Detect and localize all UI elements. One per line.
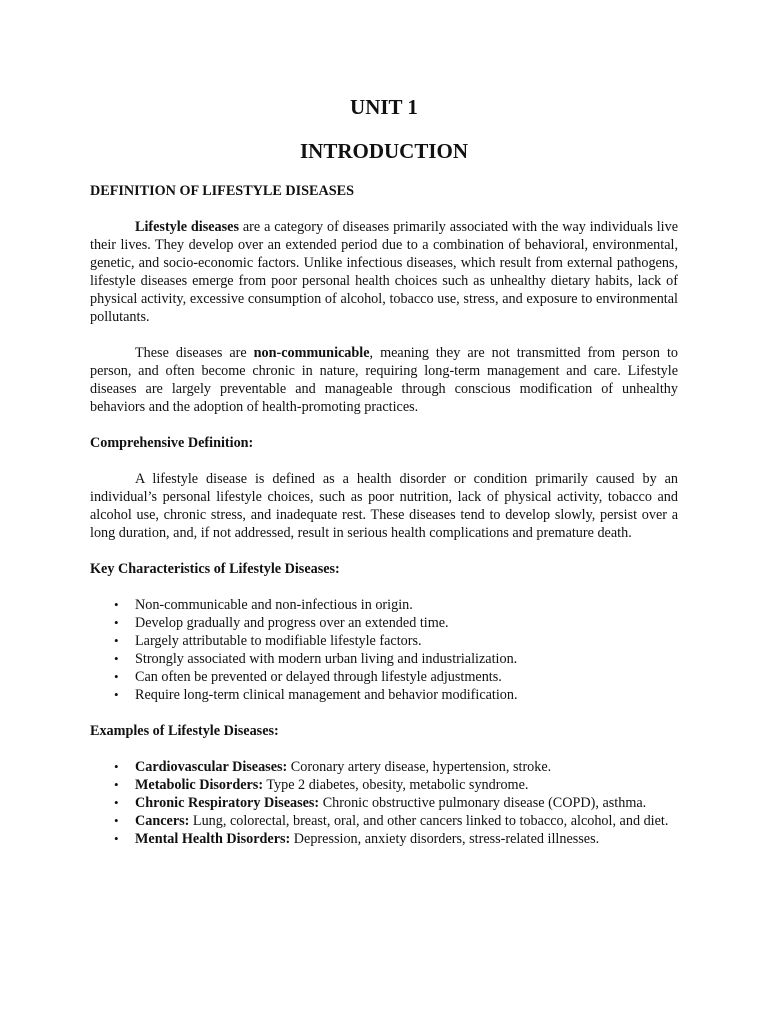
paragraph-non-communicable <box>90 344 678 416</box>
paragraph-text-before: These diseases are <box>135 345 254 361</box>
list-item <box>90 758 678 776</box>
bullet-icon: • <box>114 831 119 846</box>
list-item-text: Chronic obstructive pulmonary disease (COPD), asthma. <box>319 795 647 811</box>
list-item-label: Metabolic Disorders: <box>135 777 264 793</box>
bullet-icon: • <box>114 597 119 612</box>
bullet-icon: • <box>114 615 119 630</box>
comprehensive-definition-heading: Comprehensive Definition: <box>90 435 254 451</box>
list-item <box>90 614 678 632</box>
list-item-text: Develop gradually and progress over an extended time. <box>135 615 449 631</box>
unit-title: UNIT 1 <box>350 95 418 119</box>
introduction-title: INTRODUCTION <box>299 139 469 163</box>
list-item-label: Mental Health Disorders: <box>135 831 291 847</box>
bullet-icon: • <box>114 795 119 810</box>
list-item-text: Strongly associated with modern urban living and industrialization. <box>135 651 518 667</box>
list-item-text: Require long-term clinical management and behavior modification. <box>135 687 518 703</box>
characteristics-list <box>90 596 678 704</box>
list-item <box>90 632 678 650</box>
bullet-icon: • <box>114 813 119 828</box>
paragraph-lifestyle-diseases <box>90 218 678 326</box>
list-item-text: Lung, colorectal, breast, oral, and other cancers linked to tobacco, alcohol, and diet. <box>189 813 669 829</box>
definition-heading: DEFINITION OF LIFESTYLE DISEASES <box>90 183 354 199</box>
bullet-icon: • <box>114 669 119 684</box>
list-item <box>90 812 678 830</box>
paragraph-bold-term: non-communicable <box>253 345 370 361</box>
bullet-icon: • <box>114 633 119 648</box>
paragraph-text: are a category of diseases primarily associated with the way individuals live their lives. They develop over an extended period due to a combination of behavioral, environmental, genetic, and socio-economic factors. Unlike infectious diseases, which result from external pathogens, lifestyle diseases emerge from poor personal health choices such as unhealthy dietary habits, lack of physical activity, excessive consumption of alcohol, tobacco use, stress, and exposure to environmental pollutants. <box>90 219 678 325</box>
characteristics-heading: Key Characteristics of Lifestyle Diseases: <box>90 561 340 577</box>
list-item <box>90 668 678 686</box>
list-item-text: Largely attributable to modifiable lifestyle factors. <box>135 633 422 649</box>
bullet-icon: • <box>114 777 119 792</box>
paragraph-text-after: , meaning they are not transmitted from person to person, and often become chronic in nature, requiring long-term management and care. Lifestyle diseases are largely preventable and manageable through conscious modification of unhealthy behaviors and the adoption of health-promoting practices. <box>90 345 678 415</box>
list-item <box>90 776 678 794</box>
paragraph-bold-term: Lifestyle diseases <box>135 219 239 235</box>
list-item-text: Depression, anxiety disorders, stress-related illnesses. <box>290 831 600 847</box>
list-item-text: Coronary artery disease, hypertension, stroke. <box>287 759 552 775</box>
list-item-label: Cardiovascular Diseases: <box>135 759 288 775</box>
paragraph-comprehensive-definition: A lifestyle disease is defined as a health disorder or condition primarily caused by an individual’s personal lifestyle choices, such as poor nutrition, lack of physical activity, tobacco and alcohol use, chronic stress, and inadequate rest. These diseases tend to develop slowly, persist over a long duration, and, if not addressed, result in serious health complications and premature death. <box>90 471 678 541</box>
list-item-label: Cancers: <box>135 813 190 829</box>
list-item <box>90 650 678 668</box>
list-item <box>90 596 678 614</box>
examples-heading: Examples of Lifestyle Diseases: <box>90 723 279 739</box>
list-item <box>90 686 678 704</box>
bullet-icon: • <box>114 651 119 666</box>
list-item-label: Chronic Respiratory Diseases: <box>135 795 320 811</box>
list-item-text: Non-communicable and non-infectious in origin. <box>135 597 413 613</box>
bullet-icon: • <box>114 759 119 774</box>
list-item-text: Can often be prevented or delayed through lifestyle adjustments. <box>135 669 502 685</box>
list-item <box>90 830 678 848</box>
examples-list <box>90 758 678 848</box>
bullet-icon: • <box>114 687 119 702</box>
list-item <box>90 794 678 812</box>
list-item-text: Type 2 diabetes, obesity, metabolic syndrome. <box>263 777 529 793</box>
